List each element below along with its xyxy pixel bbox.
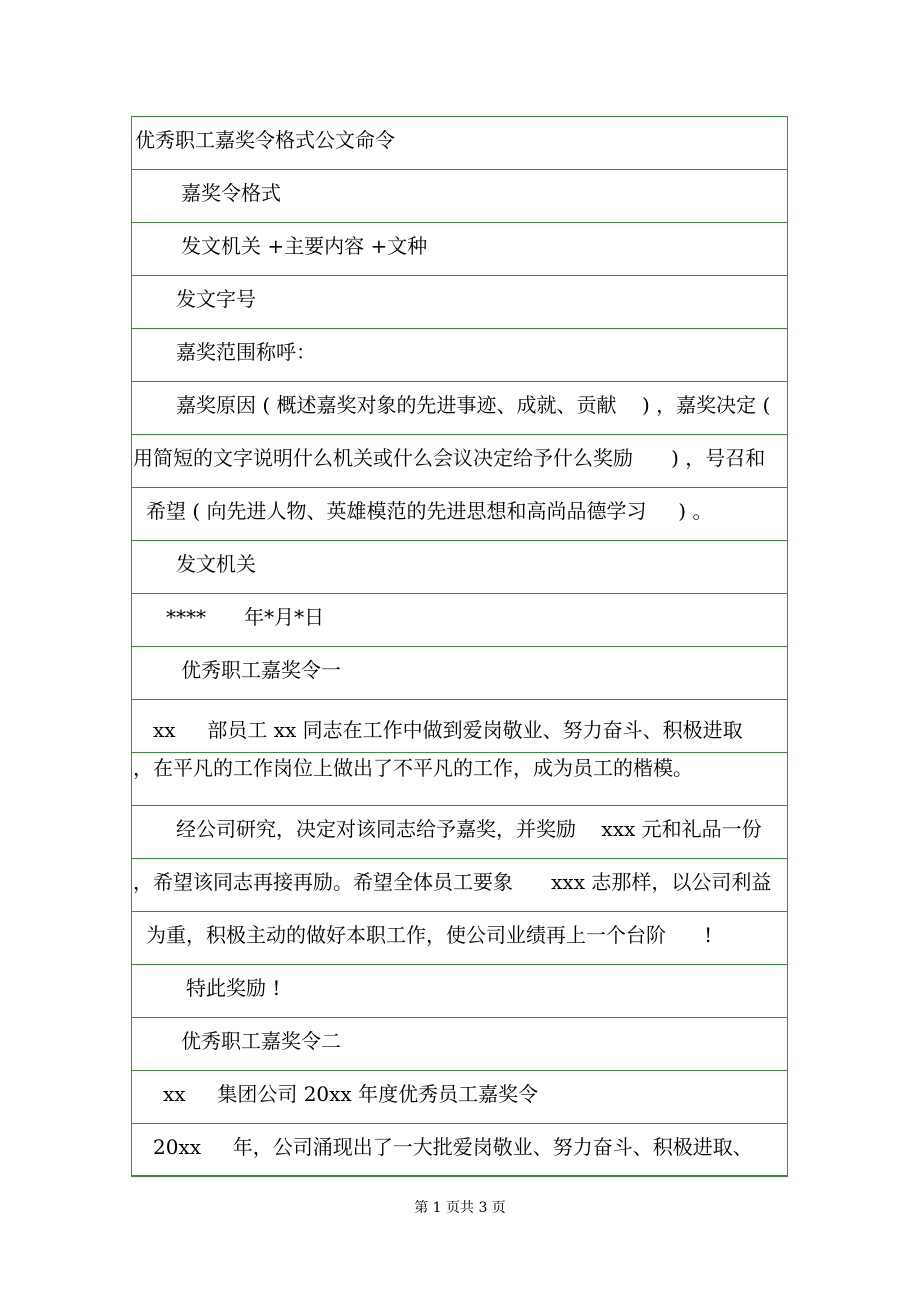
text-row — [132, 1124, 787, 1177]
text-row — [132, 276, 787, 329]
text-line: 20xx 年，公司涌现出了一大批爱岗敬业、努力奋斗、积极进取、 — [153, 1135, 753, 1159]
bordered-text-grid — [131, 116, 788, 1177]
text-row — [132, 594, 787, 647]
text-line: xx 集团公司 20xx 年度优秀员工嘉奖令 — [163, 1082, 539, 1106]
text-row — [132, 117, 787, 170]
text-line: 嘉奖原因 ( 概述嘉奖对象的先进事迹、成就、贡献 ) ，嘉奖决定 ( — [176, 393, 771, 417]
section-heading: 优秀职工嘉奖令一 — [181, 658, 341, 682]
text-row — [132, 435, 787, 488]
text-row — [132, 753, 787, 806]
text-row — [132, 541, 787, 594]
text-row — [132, 488, 787, 541]
text-row — [132, 329, 787, 382]
text-line: 用简短的文字说明什么机关或什么会议决定给予什么奖励 ) ，号召和 — [133, 446, 766, 470]
page-number: 第 1 页共 3 页 — [414, 1200, 506, 1216]
text-line: 希望 ( 向先进人物、英雄模范的先进思想和高尚品德学习 ) 。 — [146, 499, 713, 523]
text-row — [132, 1071, 787, 1124]
section-heading: 优秀职工嘉奖令二 — [181, 1029, 341, 1053]
text-row — [132, 382, 787, 435]
text-row — [132, 859, 787, 912]
text-row — [132, 700, 787, 753]
text-line: ，希望该同志再接再励。希望全体员工要象 xxx 志那样，以公司利益 — [133, 870, 772, 894]
text-row — [132, 223, 787, 276]
text-line: 为重，积极主动的做好本职工作，使公司业绩再上一个台阶 ! — [146, 923, 713, 947]
text-row — [132, 1018, 787, 1071]
text-row — [132, 806, 787, 859]
text-line: 特此奖励 ! — [186, 976, 281, 1000]
text-row — [132, 912, 787, 965]
text-line: 发文机关 +主要内容 +文种 — [181, 234, 428, 258]
text-line: 发文机关 — [176, 552, 256, 576]
text-line: ，在平凡的工作岗位上做出了不平凡的工作，成为员工的楷模。 — [133, 756, 693, 780]
text-row — [132, 647, 787, 700]
text-line: xx 部员工 xx 同志在工作中做到爱岗敬业、努力奋斗、积极进取 — [153, 718, 743, 742]
text-line: 嘉奖范围称呼： — [176, 340, 316, 364]
document-title: 优秀职工嘉奖令格式公文命令 — [135, 128, 395, 152]
text-row — [132, 170, 787, 223]
text-line: 发文字号 — [176, 287, 256, 311]
date-line: **** 年*月*日 — [166, 605, 325, 629]
text-line: 经公司研究，决定对该同志给予嘉奖，并奖励 xxx 元和礼品一份 — [176, 817, 762, 841]
text-line: 嘉奖令格式 — [181, 181, 281, 205]
text-row — [132, 965, 787, 1018]
